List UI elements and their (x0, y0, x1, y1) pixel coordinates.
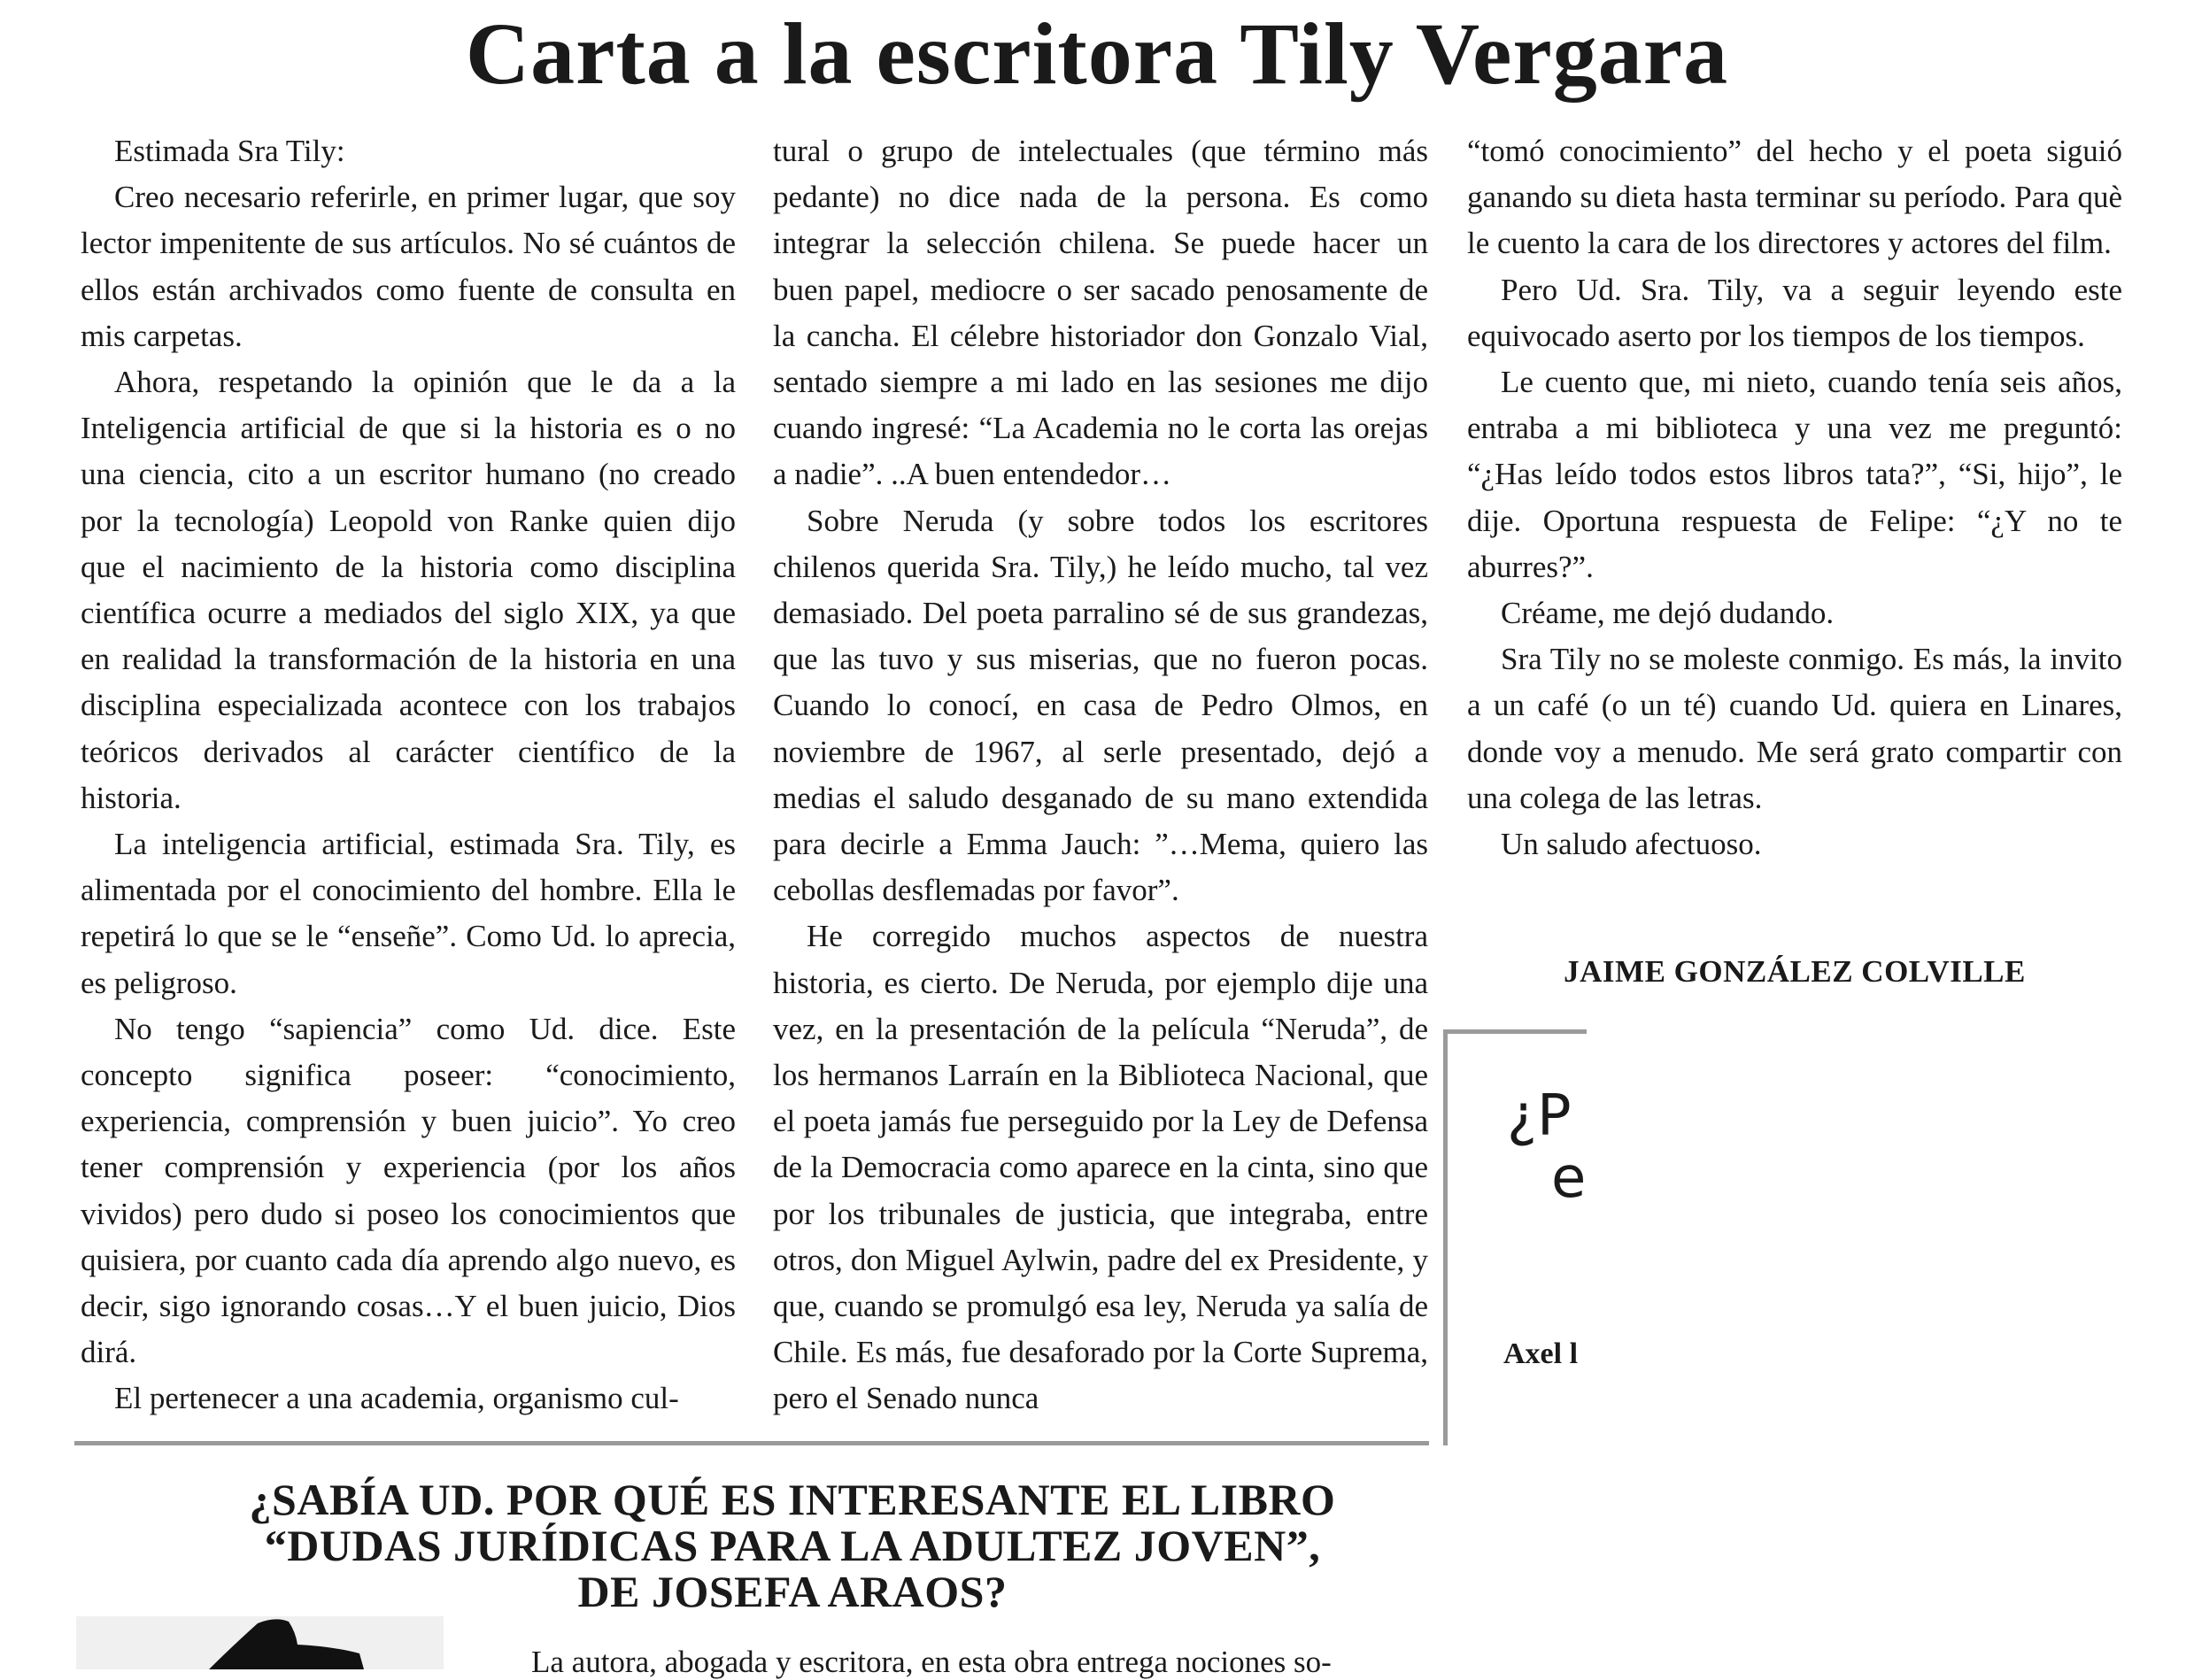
second-article-headline-line-3: DE JOSEFA ARAOS? (577, 1567, 1008, 1616)
paragraph: La inteligencia artificial, estimada Sra. Tily, es alimentada por el conocimiento del hombre. Ella le repetirá lo que se le “enseñe”. Como Ud. lo aprecia, es peligroso. (81, 827, 736, 1000)
paragraph: El pertenecer a una academia, organismo cul- (114, 1381, 679, 1416)
paragraph: No tengo “sapiencia” como Ud. dice. Este concepto significa poseer: “conocimiento, experiencia, comprensión y buen juicio”. Yo creo tener comprensión y experiencia (por los años vividos) pero dudo si poseo los conocimientos que quisiera, por cuanto cada día aprendo algo nuevo, es decir, sigo ignorando cosas…Y el buen juicio, Dios dirá. (81, 1011, 736, 1370)
paragraph: Un saludo afectuoso. (1501, 827, 1762, 862)
paragraph: Estimada Sra Tily: (114, 134, 345, 168)
paragraph: Ahora, respetando la opinión que le da a la Inteligencia artificial de que si la historia es o no una ciencia, cito a un escritor humano (no creado por la tecnología) Leopold von Ranke quien dijo que el nacimiento de la historia como disciplina científica ocurre a mediados del siglo XIX, ya que en realidad la transformación de la historia en una disciplina especializada acontece con los trabajos teóricos derivados al carácter científico de la historia. (81, 365, 736, 815)
side-box (1445, 1032, 1587, 1439)
paragraph: Sobre Neruda (y sobre todos los escritores chilenos querida Sra. Tily,) he leído mucho, tal vez demasiado. Del poeta parralino sé de sus grandezas, que las tuvo y sus miserias, que no fueron pocas. Cuando lo conocí, en casa de Pedro Olmos, en noviembre de 1967, al serle presentado, dejó a medias el saludo desganado de su mano extendida para decirle a Emma Jauch: ”…Mema, quiero las cebollas desflemadas por favor”. (773, 503, 1428, 908)
paragraph: Sra Tily no se moleste conmigo. Es más, la invito a un café (o un té) cuando Ud. quiera en Linares, donde voy a menudo. Me será grato compartir con una colega de las letras. (1467, 642, 2122, 815)
article-column-2 (773, 128, 1428, 1422)
paragraph: He corregido muchos aspectos de nuestra historia, es cierto. De Neruda, por ejemplo dije una vez, en la presentación de la película “Neruda”, de los hermanos Larraín en la Biblioteca Nacional, que el poeta jamás fue perseguido por la Ley de Defensa de la Democracia como aparece en la cinta, sino que por los tribunales de justicia, que integraba, entre otros, don Miguel Aylwin, padre del ex Presidente, y que, cuando se promulgó esa ley, Neruda ya salía de Chile. Es más, fue desaforado por la Corte Suprema, pero el Senado nunca (773, 919, 1428, 1416)
paragraph: tural o grupo de intelectuales (que término más pedante) no dice nada de la persona. Es como integrar la selección chilena. Se puede hacer un buen papel, mediocre o ser sacado penosamente de la cancha. El célebre historiador don Gonzalo Vial, sentado siempre a mi lado en las sesiones me dijo cuando ingresé: “La Academia no le corta las orejas a nadie”. ..A buen entendedor… (773, 134, 1428, 492)
article-title: Carta a la escritora Tily Vergara (465, 4, 1729, 103)
silhouette-image (76, 1616, 444, 1669)
paragraph: Créame, me dejó dudando. (1501, 596, 1835, 631)
paragraph: Le cuento que, mi nieto, cuando tenía seis años, entraba a mi biblioteca y una vez me preguntó: “¿Has leído todos estos libros tata?”, “Si, hijo”, le dije. Oportuna respuesta de Felipe: “¿Y no te aburres?”. (1467, 365, 2122, 584)
paragraph: Creo necesario referirle, en primer lugar, que soy lector impenitente de sus artículos. No sé cuántos de ellos están archivados como fuente de consulta en mis carpetas. (81, 180, 736, 353)
author-signature: JAIME GONZÁLEZ COLVILLE (1564, 954, 2026, 989)
article-column-3 (1467, 128, 2122, 867)
second-article-body: La autora, abogada y escritora, en esta obra entrega nociones so- (531, 1645, 1332, 1679)
second-article-headline-line-2: “DUDAS JURÍDICAS PARA LA ADULTEZ JOVEN”, (264, 1521, 1321, 1570)
second-article-headline (159, 1476, 1425, 1614)
paragraph: “tomó conocimiento” del hecho y el poeta siguió ganando su dieta hasta terminar su período. Para què le cuento la cara de los directores y actores del film. (1467, 134, 2122, 261)
second-article-headline-line-1: ¿SABÍA UD. POR QUÉ ES INTERESANTE EL LIBRO (249, 1475, 1336, 1524)
side-box-headline-line-1: ¿P (1507, 1083, 1572, 1149)
article-column-1 (81, 128, 736, 1422)
side-box-headline (1507, 1085, 1586, 1210)
side-box-headline-line-2: e (1551, 1145, 1587, 1212)
paragraph: Pero Ud. Sra. Tily, va a seguir leyendo este equivocado aserto por los tiempos de los tiempos. (1467, 272, 2122, 353)
side-box-author: Axel l (1503, 1337, 1579, 1370)
section-divider (74, 1441, 1429, 1445)
